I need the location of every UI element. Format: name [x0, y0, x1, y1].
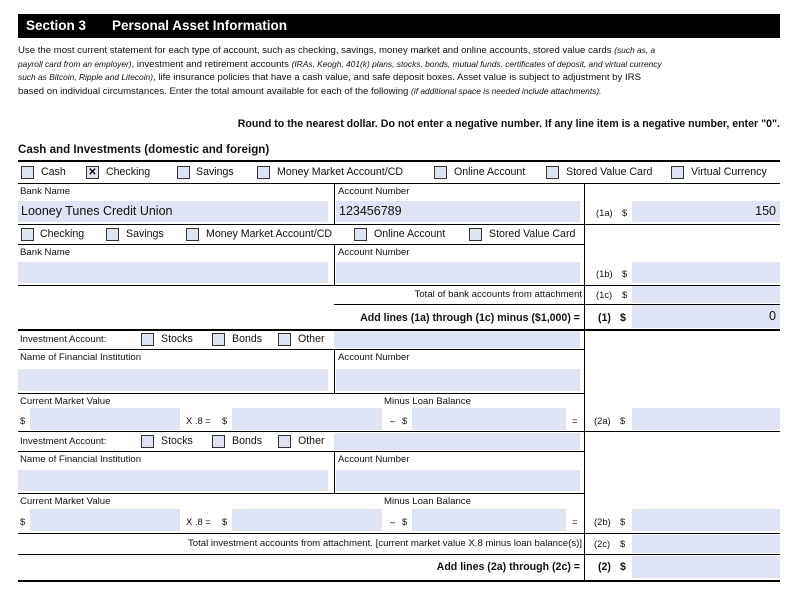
amount-1c-field[interactable] — [632, 286, 780, 303]
stored-value-card-checkbox[interactable] — [546, 166, 559, 179]
equals-label: = — [572, 415, 578, 426]
currency-symbol: $ — [620, 415, 626, 426]
bank-name-label: Bank Name — [20, 186, 71, 197]
account-number-label: Account Number — [338, 247, 410, 258]
cash-investments-heading: Cash and Investments (domestic and foreign) — [18, 143, 270, 156]
investment-account-label: Investment Account: — [20, 436, 107, 447]
rule — [18, 349, 584, 350]
account-number-label: Account Number — [338, 454, 410, 465]
checking-checkbox[interactable] — [21, 228, 34, 241]
line-label-2b: (2b) — [594, 516, 611, 527]
virtual-currency-label: Virtual Currency — [691, 166, 767, 178]
value-times-factor-field[interactable] — [232, 509, 382, 531]
amount-1b-field[interactable] — [632, 262, 780, 283]
amount-2b-field[interactable] — [632, 509, 780, 531]
amount-1a-field[interactable]: 150 — [632, 201, 780, 222]
bank-name-field[interactable]: Looney Tunes Credit Union — [18, 201, 328, 222]
divider — [334, 349, 335, 393]
currency-symbol: $ — [222, 516, 228, 527]
section-header — [18, 14, 780, 38]
bonds-checkbox[interactable] — [212, 333, 225, 346]
money-market-checkbox[interactable] — [186, 228, 199, 241]
stocks-label: Stocks — [161, 333, 193, 345]
divider — [584, 183, 585, 580]
stocks-checkbox[interactable] — [141, 333, 154, 346]
rule — [18, 160, 780, 162]
other-checkbox[interactable] — [278, 435, 291, 448]
intro-text-italic: payroll card from an employer) — [18, 58, 132, 69]
investment-other-field[interactable] — [334, 331, 580, 348]
divider — [334, 183, 335, 224]
divider — [334, 244, 335, 285]
line-label-1c: (1c) — [596, 289, 613, 300]
savings-checkbox[interactable] — [106, 228, 119, 241]
currency-symbol: $ — [622, 268, 628, 279]
institution-name-field[interactable] — [18, 369, 328, 391]
value-times-factor-field[interactable] — [232, 408, 382, 430]
market-value-label: Current Market Value — [20, 396, 111, 407]
divider — [334, 451, 335, 493]
institution-name-label: Name of Financial Institution — [20, 352, 142, 363]
line-label-1a: (1a) — [596, 207, 613, 218]
currency-symbol: $ — [20, 415, 26, 426]
rule — [18, 493, 584, 494]
market-value-label: Current Market Value — [20, 496, 111, 507]
stored-value-card-checkbox[interactable] — [469, 228, 482, 241]
rule — [18, 244, 584, 245]
online-account-checkbox[interactable] — [354, 228, 367, 241]
other-checkbox[interactable] — [278, 333, 291, 346]
amount-2-field[interactable] — [632, 556, 780, 578]
equals-label: = — [572, 516, 578, 527]
intro-text-italic: (such as, a — [614, 45, 656, 55]
virtual-currency-checkbox[interactable] — [671, 166, 684, 179]
currency-symbol: $ — [402, 415, 408, 426]
currency-symbol: $ — [20, 516, 26, 527]
stored-value-card-label: Stored Value Card — [566, 166, 653, 178]
bank-name-field[interactable] — [18, 262, 328, 283]
investment-other-field[interactable] — [334, 433, 580, 450]
account-number-field[interactable] — [336, 470, 580, 491]
account-number-field[interactable]: 123456789 — [336, 201, 580, 222]
rule — [18, 431, 780, 432]
currency-symbol: $ — [620, 561, 626, 573]
loan-balance-field[interactable] — [412, 408, 566, 430]
other-label: Other — [298, 435, 325, 447]
times-label: X .8 = — [186, 415, 211, 426]
rule — [18, 451, 584, 452]
amount-2c-field[interactable] — [632, 535, 780, 553]
account-number-field[interactable] — [336, 262, 580, 283]
checking-label: Checking — [40, 228, 85, 240]
currency-symbol: $ — [620, 538, 626, 549]
market-value-field[interactable] — [30, 408, 180, 430]
line-2c-text: Total investment accounts from attachment. [current market value X.8 minus loan balance(s)] — [187, 538, 582, 549]
amount-2a-field[interactable] — [632, 408, 780, 430]
line-label-2a: (2a) — [594, 415, 611, 426]
online-account-label: Online Account — [374, 228, 446, 240]
line-1c-text: Total of bank accounts from attachment — [414, 289, 582, 300]
line-2-text: Add lines (2a) through (2c) = — [436, 561, 580, 573]
institution-name-label: Name of Financial Institution — [20, 454, 142, 465]
stored-value-card-label: Stored Value Card — [489, 228, 576, 240]
other-label: Other — [298, 333, 325, 345]
institution-name-field[interactable] — [18, 470, 328, 491]
rule — [18, 224, 780, 225]
account-number-field[interactable] — [336, 369, 580, 391]
intro-text-italic: (if additional space is needed include attachments). — [411, 85, 602, 96]
intro-text: Use the most current statement for each type of account, such as checking, savings, money market and online accounts, stored value cards — [18, 45, 615, 56]
money-market-label: Money Market Account/CD — [277, 166, 403, 178]
account-number-label: Account Number — [338, 186, 410, 197]
money-market-checkbox[interactable] — [257, 166, 270, 179]
intro-text-italic: such as Bitcoin, Ripple and Litecoin) — [18, 72, 154, 83]
currency-symbol: $ — [402, 516, 408, 527]
rule — [18, 580, 780, 582]
rule — [18, 533, 780, 534]
money-market-label: Money Market Account/CD — [206, 228, 332, 240]
rule — [18, 183, 780, 184]
line-label-1b: (1b) — [596, 268, 613, 279]
stocks-label: Stocks — [161, 435, 193, 447]
market-value-field[interactable] — [30, 509, 180, 531]
bonds-checkbox[interactable] — [212, 435, 225, 448]
investment-account-label: Investment Account: — [20, 334, 107, 345]
times-label: X .8 = — [186, 516, 211, 527]
line-1-text: Add lines (1a) through (1c) minus ($1,000) = — [360, 312, 580, 324]
section-intro — [18, 44, 782, 98]
account-number-label: Account Number — [338, 352, 410, 363]
savings-checkbox[interactable] — [177, 166, 190, 179]
intro-text: based on individual circumstances. Enter the total amount available for each of the following — [18, 85, 412, 97]
online-account-label: Online Account — [454, 166, 526, 178]
intro-text: , investment and retirement accounts — [131, 58, 292, 70]
currency-symbol: $ — [622, 289, 628, 300]
loan-balance-label: Minus Loan Balance — [384, 496, 471, 507]
stocks-checkbox[interactable] — [141, 435, 154, 448]
line-label-2c: (2c) — [594, 538, 611, 549]
bank-name-label: Bank Name — [20, 247, 71, 258]
currency-symbol: $ — [620, 312, 626, 324]
currency-symbol: $ — [622, 207, 628, 218]
line-label-1: (1) — [598, 312, 611, 324]
checking-checkbox[interactable]: ✕ — [86, 166, 99, 179]
amount-1-field[interactable]: 0 — [632, 305, 780, 328]
section-title: Personal Asset Information — [112, 18, 288, 33]
minus-label: – — [390, 415, 396, 426]
line-label-2: (2) — [598, 561, 611, 573]
intro-text-italic: (IRAs, Keogh, 401(k) plans, stocks, bonds, mutual funds, certificates of deposit, and virtual currency — [291, 58, 662, 69]
online-account-checkbox[interactable] — [434, 166, 447, 179]
currency-symbol: $ — [222, 415, 228, 426]
rule — [18, 554, 780, 555]
cash-label: Cash — [41, 166, 66, 178]
loan-balance-field[interactable] — [412, 509, 566, 531]
savings-label: Savings — [126, 228, 164, 240]
minus-label: – — [390, 516, 396, 527]
currency-symbol: $ — [620, 516, 626, 527]
savings-label: Savings — [196, 166, 234, 178]
bonds-label: Bonds — [232, 333, 263, 345]
cash-checkbox[interactable] — [21, 166, 34, 179]
intro-text: , life insurance policies that have a cash value, and safe deposit boxes. Asset value is subject to adjustment by IRS — [153, 72, 641, 84]
checking-label: Checking — [106, 166, 151, 178]
section-number: Section 3 — [26, 18, 87, 33]
loan-balance-label: Minus Loan Balance — [384, 396, 471, 407]
rule — [18, 393, 584, 394]
bonds-label: Bonds — [232, 435, 263, 447]
rounding-instruction: Round to the nearest dollar. Do not enter a negative number. If any line item is a negative number, enter "0". — [237, 118, 780, 130]
